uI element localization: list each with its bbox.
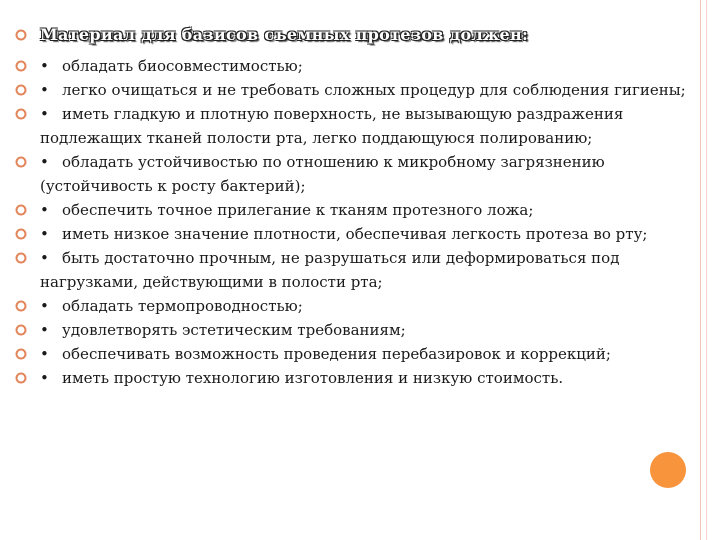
- list-item: [0, 222, 714, 246]
- list-item-text: быть достаточно прочным, не разрушаться или деформироваться под нагрузками, действующими в полости рта;: [40, 249, 620, 291]
- list-item-text: обладать термопроводностью;: [62, 297, 303, 315]
- circle-outline-icon: [14, 323, 28, 337]
- list-item-text: иметь простую технологию изготовления и низкую стоимость.: [62, 369, 564, 387]
- bullet-dot: •: [40, 57, 49, 75]
- accent-circle: [650, 452, 686, 488]
- list-item: [0, 54, 714, 78]
- list-item-text: иметь низкое значение плотности, обеспечивая легкость протеза во рту;: [62, 225, 648, 243]
- list-item-text: обеспечивать возможность проведения перебазировок и коррекций;: [62, 345, 611, 363]
- bullet-dot: •: [40, 297, 49, 315]
- circle-outline-icon: [14, 299, 28, 313]
- circle-outline-icon: [14, 28, 28, 42]
- slide-title: Материал для базисов съемных протезов должен:: [40, 25, 529, 44]
- list-item-text: легко очищаться и не требовать сложных процедур для соблюдения гигиены;: [62, 81, 686, 99]
- circle-outline-icon: [14, 59, 28, 73]
- list-item: [0, 78, 714, 102]
- circle-outline-icon: [14, 155, 28, 169]
- bullet-dot: •: [40, 249, 49, 267]
- bullet-dot: •: [40, 321, 49, 339]
- list-item: [0, 198, 714, 222]
- list-item-text: обладать биосовместимостью;: [62, 57, 303, 75]
- bullet-dot: •: [40, 81, 49, 99]
- circle-outline-icon: [14, 371, 28, 385]
- list-item: [0, 318, 714, 342]
- circle-outline-icon: [14, 83, 28, 97]
- list-item-text: удовлетворять эстетическим требованиям;: [62, 321, 406, 339]
- list-item-text: обладать устойчивостью по отношению к микробному загрязнению (устойчивость к росту бактерий);: [40, 153, 605, 195]
- circle-outline-icon: [14, 203, 28, 217]
- bullet-dot: •: [40, 153, 49, 171]
- list-item-text: обеспечить точное прилегание к тканям протезного ложа;: [62, 201, 534, 219]
- list-item: [0, 366, 714, 390]
- bullet-dot: •: [40, 105, 49, 123]
- list-item-text: иметь гладкую и плотную поверхность, не вызывающую раздражения подлежащих тканей полости рта, легко поддающуюся полированию;: [40, 105, 624, 147]
- bullet-dot: •: [40, 369, 49, 387]
- circle-outline-icon: [14, 347, 28, 361]
- bullet-dot: •: [40, 345, 49, 363]
- bullet-dot: •: [40, 225, 49, 243]
- list-item: [0, 294, 714, 318]
- list-item: [0, 150, 714, 198]
- list-item: [0, 102, 714, 150]
- circle-outline-icon: [14, 107, 28, 121]
- list-item: [0, 246, 714, 294]
- bullet-dot: •: [40, 201, 49, 219]
- circle-outline-icon: [14, 251, 28, 265]
- list-item: [0, 342, 714, 366]
- title-row: [0, 22, 714, 54]
- bullet-list: [0, 54, 714, 390]
- slide-content: [0, 22, 714, 390]
- circle-outline-icon: [14, 227, 28, 241]
